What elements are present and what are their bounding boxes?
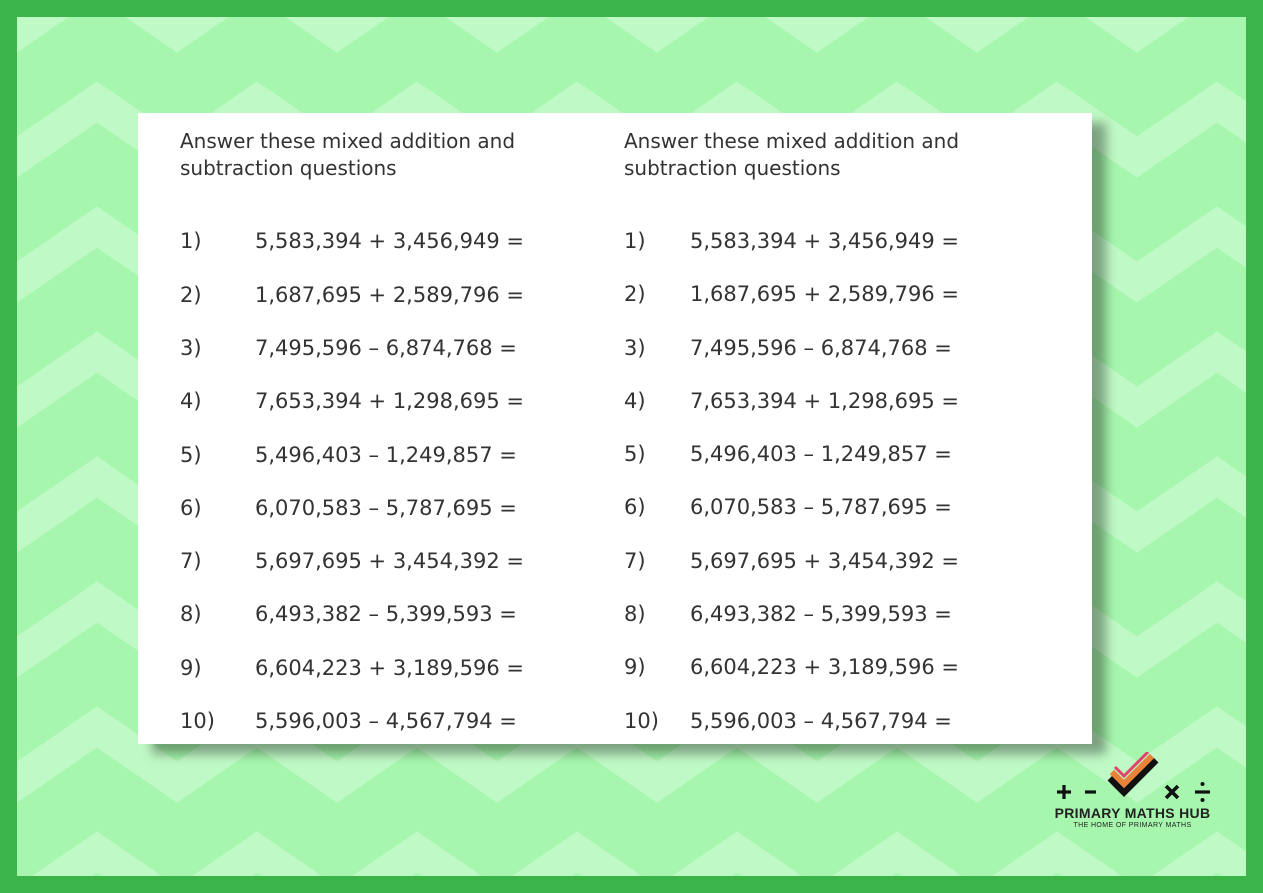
question-number: 5) bbox=[624, 442, 646, 466]
question-expression: 6,493,382 – 5,399,593 = bbox=[690, 602, 952, 626]
check-icon bbox=[1110, 752, 1156, 792]
worksheet-heading bbox=[180, 128, 580, 182]
question-expression: 6,604,223 + 3,189,596 = bbox=[690, 655, 959, 679]
question-number: 8) bbox=[624, 602, 646, 626]
question-expression: 5,596,003 – 4,567,794 = bbox=[255, 709, 517, 733]
chevron-stripe bbox=[17, 17, 1246, 32]
question-number: 10) bbox=[180, 709, 215, 733]
question-expression: 1,687,695 + 2,589,796 = bbox=[690, 282, 959, 306]
chevron-stripe bbox=[17, 852, 1246, 876]
question-expression: 6,070,583 – 5,787,695 = bbox=[690, 495, 952, 519]
question-expression: 5,697,695 + 3,454,392 = bbox=[255, 549, 524, 573]
question-expression: 7,495,596 – 6,874,768 = bbox=[255, 336, 517, 360]
times-icon bbox=[1166, 786, 1178, 798]
question-expression: 5,583,394 + 3,456,949 = bbox=[255, 229, 524, 253]
question-number: 6) bbox=[180, 496, 202, 520]
question-expression: 7,495,596 – 6,874,768 = bbox=[690, 336, 952, 360]
question-number: 7) bbox=[180, 549, 202, 573]
plus-icon bbox=[1057, 785, 1071, 799]
question-expression: 5,496,403 – 1,249,857 = bbox=[255, 443, 517, 467]
question-number: 9) bbox=[624, 655, 646, 679]
question-number: 4) bbox=[624, 389, 646, 413]
question-expression: 6,493,382 – 5,399,593 = bbox=[255, 602, 517, 626]
question-number: 6) bbox=[624, 495, 646, 519]
question-expression: 7,653,394 + 1,298,695 = bbox=[255, 389, 524, 413]
question-number: 1) bbox=[180, 229, 202, 253]
question-expression: 6,070,583 – 5,787,695 = bbox=[255, 496, 517, 520]
heading-line-1: Answer these mixed addition and bbox=[624, 129, 960, 153]
question-number: 3) bbox=[624, 336, 646, 360]
question-expression: 5,697,695 + 3,454,392 = bbox=[690, 549, 959, 573]
question-expression: 7,653,394 + 1,298,695 = bbox=[690, 389, 959, 413]
question-number: 5) bbox=[180, 443, 202, 467]
primary-maths-hub-logo bbox=[1040, 752, 1225, 832]
worksheet-heading bbox=[624, 128, 1024, 182]
question-number: 9) bbox=[180, 656, 202, 680]
question-number: 2) bbox=[624, 282, 646, 306]
question-number: 7) bbox=[624, 549, 646, 573]
question-number: 4) bbox=[180, 389, 202, 413]
question-expression: 5,583,394 + 3,456,949 = bbox=[690, 229, 959, 253]
heading-line-1: Answer these mixed addition and bbox=[180, 129, 516, 153]
heading-line-2: subtraction questions bbox=[180, 156, 397, 180]
heading-line-2: subtraction questions bbox=[624, 156, 841, 180]
question-number: 2) bbox=[180, 283, 202, 307]
logo-name: PRIMARY MATHS HUB bbox=[1054, 805, 1211, 821]
question-number: 1) bbox=[624, 229, 646, 253]
worksheet bbox=[138, 113, 1092, 744]
question-expression: 6,604,223 + 3,189,596 = bbox=[255, 656, 524, 680]
question-expression: 5,596,003 – 4,567,794 = bbox=[690, 709, 952, 733]
question-number: 3) bbox=[180, 336, 202, 360]
question-number: 10) bbox=[624, 709, 659, 733]
question-expression: 5,496,403 – 1,249,857 = bbox=[690, 442, 952, 466]
divide-icon bbox=[1195, 782, 1210, 802]
question-expression: 1,687,695 + 2,589,796 = bbox=[255, 283, 524, 307]
question-number: 8) bbox=[180, 602, 202, 626]
logo-tagline: THE HOME OF PRIMARY MATHS bbox=[1073, 822, 1192, 829]
logo-mark bbox=[1040, 752, 1225, 804]
